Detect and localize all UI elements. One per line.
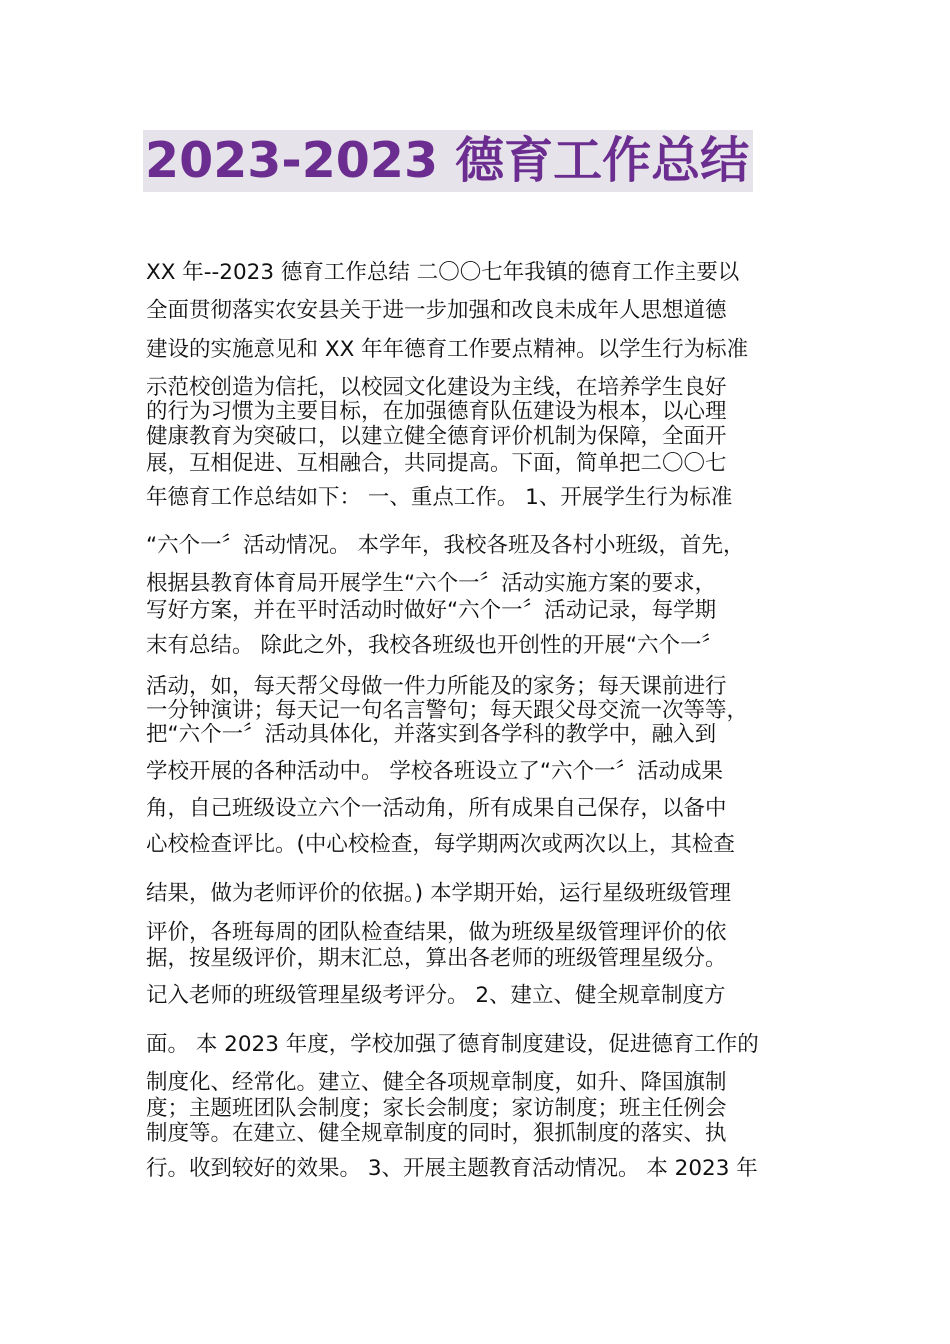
body-line: 写好方案，并在平时活动时做好“六个一〞活动记录，每学期 [146,598,717,623]
body-line: 结果，做为老师评价的依据。) 本学期开始，运行星级班级管理 [146,881,731,906]
body-line: 评价，各班每周的团队检查结果，做为班级星级管理评价的依 [146,920,727,945]
body-line: 根据县教育体育局开展学生“六个一〞活动实施方案的要求， [146,571,717,596]
document-title: 2023-2023 德育工作总结 [143,130,753,192]
body-line: 制度等。在建立、健全规章制度的同时，狠抓制度的落实、执 [146,1121,727,1146]
body-line: 记入老师的班级管理星级考评分。 2、建立、健全规章制度方 [146,983,726,1008]
body-line: 全面贯彻落实农安县关于进一步加强和改良未成年人思想道德 [146,298,727,323]
body-line: 活动，如，每天帮父母做一件力所能及的家务；每天课前进行 [146,674,727,699]
body-line: 末有总结。 除此之外，我校各班级也开创性的开展“六个一〞 [146,633,723,658]
body-line: 的行为习惯为主要目标，在加强德育队伍建设为根本，以心理 [146,399,727,424]
body-line: 行。收到较好的效果。 3、开展主题教育活动情况。 本 2023 年 [146,1156,758,1181]
body-line: 度；主题班团队会制度；家长会制度；家访制度；班主任例会 [146,1096,727,1121]
body-line: 建设的实施意见和 XX 年年德育工作要点精神。以学生行为标准 [146,337,749,362]
body-line: 展，互相促进、互相融合，共同提高。下面，简单把二〇〇七 [146,451,727,476]
body-line: 制度化、经常化。建立、健全各项规章制度，如升、降国旗制 [146,1070,727,1095]
body-line: XX 年--2023 德育工作总结 二〇〇七年我镇的德育工作主要以 [146,260,740,285]
body-line: 一分钟演讲；每天记一句名言警句；每天跟父母交流一次等等， [146,698,749,723]
body-line: 据，按星级评价，期末汇总，算出各老师的班级管理星级分。 [146,946,727,971]
body-line: 把“六个一〞活动具体化，并落实到各学科的教学中，融入到 [146,722,717,747]
body-line: 健康教育为突破口，以建立健全德育评价机制为保障，全面开 [146,424,727,449]
body-line: “六个一〞活动情况。 本学年，我校各班及各村小班级，首先， [146,533,745,558]
body-line: 心校检查评比。(中心校检查，每学期两次或两次以上，其检查 [146,832,735,857]
body-line: 年德育工作总结如下： 一、重点工作。 1、开展学生行为标准 [146,485,733,510]
body-line: 面。 本 2023 年度，学校加强了德育制度建设，促进德育工作的 [146,1032,759,1057]
body-line: 示范校创造为信托，以校园文化建设为主线，在培养学生良好 [146,375,727,400]
body-line: 学校开展的各种活动中。 学校各班设立了“六个一〞活动成果 [146,759,723,784]
body-line: 角，自己班级设立六个一活动角，所有成果自己保存，以备中 [146,796,727,821]
